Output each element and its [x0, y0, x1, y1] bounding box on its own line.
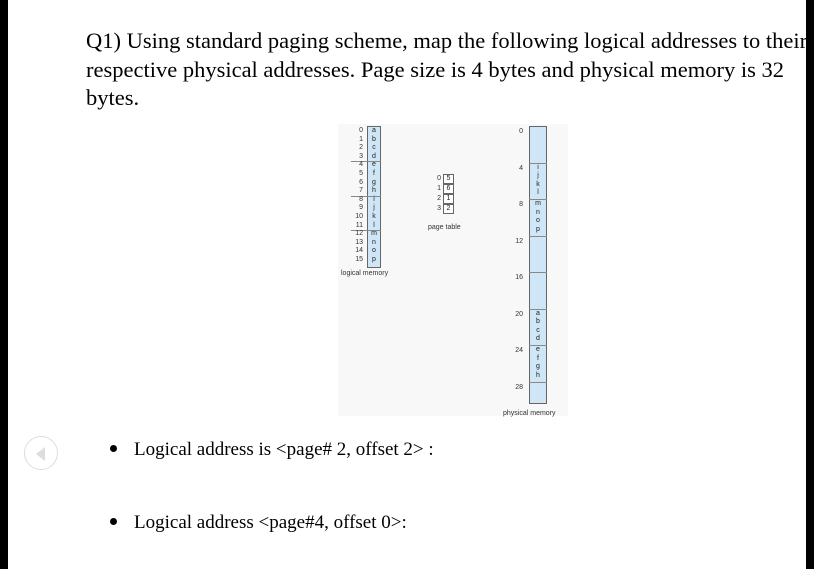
logical-memory-byte: c [372, 144, 376, 152]
physical-memory-byte: b [536, 318, 540, 326]
left-border [0, 0, 8, 569]
logical-memory-byte: n [372, 238, 376, 246]
logical-memory-byte: j [373, 204, 375, 212]
logical-address: 8 [359, 195, 363, 203]
logical-memory-byte: h [372, 187, 376, 195]
logical-address: 1 [359, 135, 363, 143]
physical-address: 20 [515, 310, 523, 318]
page-table-caption: page table [428, 224, 461, 231]
logical-address: 3 [359, 152, 363, 160]
page-number: 1 [437, 185, 441, 192]
physical-memory-byte: i [537, 163, 539, 171]
frame-divider [529, 382, 547, 383]
physical-memory-byte: d [536, 335, 540, 343]
logical-memory-byte: o [372, 247, 376, 255]
physical-memory-byte: o [536, 217, 540, 225]
physical-memory-byte: g [536, 363, 540, 371]
logical-memory-byte: b [372, 135, 376, 143]
logical-memory-byte: g [372, 178, 376, 186]
question-text: Q1) Using standard paging scheme, map the following logical addresses to their respective physical addresses. Page size is 4 bytes and physical memory is 32 bytes. [86, 28, 808, 110]
physical-memory-byte: c [536, 326, 540, 334]
logical-address: 7 [359, 187, 363, 195]
logical-memory-byte: k [372, 213, 376, 220]
logical-address: 0 [359, 127, 363, 134]
frame-number: 5 [446, 175, 451, 182]
physical-memory-byte: j [537, 172, 539, 180]
logical-address: 4 [359, 161, 363, 169]
physical-memory-byte: l [537, 189, 539, 197]
logical-memory-byte: e [372, 161, 376, 169]
previous-slide-button[interactable] [24, 436, 58, 470]
logical-memory-byte: l [373, 221, 375, 229]
physical-memory-byte: m [535, 200, 541, 207]
bullet-text-2: Logical address <page#4, offset 0>: [134, 512, 407, 533]
page-number: 3 [437, 205, 441, 212]
bullet-dot [110, 518, 117, 525]
logical-memory-byte: f [373, 170, 375, 177]
physical-memory-byte: p [536, 225, 540, 233]
logical-address: 6 [359, 178, 363, 186]
chevron-left-icon [25, 437, 59, 471]
frame-divider [529, 236, 547, 237]
bullet-text-1: Logical address is <page# 2, offset 2> : [134, 439, 434, 460]
logical-memory-byte: a [372, 127, 376, 134]
page-number: 0 [437, 175, 441, 182]
physical-memory-byte: f [537, 354, 539, 362]
physical-memory-byte: n [536, 208, 540, 216]
frame-number: 2 [446, 205, 451, 212]
physical-memory-byte: k [536, 180, 540, 188]
bullet-item-1 [110, 439, 434, 461]
frame-number: 1 [446, 195, 451, 202]
logical-address: 5 [359, 170, 363, 177]
logical-address: 12 [355, 230, 363, 238]
page-number: 2 [437, 195, 441, 202]
logical-address: 14 [355, 247, 363, 255]
frame-divider [529, 272, 547, 273]
physical-address: 8 [519, 201, 523, 208]
logical-address: 2 [359, 144, 363, 152]
physical-address: 28 [515, 383, 523, 391]
logical-address: 11 [355, 221, 363, 229]
physical-address: 24 [515, 347, 523, 354]
frame-number: 6 [446, 185, 451, 192]
physical-memory-byte: h [536, 371, 540, 379]
physical-memory-caption: physical memory [503, 410, 556, 417]
logical-memory-byte: i [373, 195, 375, 203]
physical-memory-byte: a [536, 309, 540, 317]
bullet-item-2 [110, 512, 407, 534]
logical-memory-byte: m [371, 230, 377, 238]
logical-address: 13 [355, 238, 363, 246]
physical-memory-byte: e [536, 346, 540, 353]
physical-address: 4 [519, 164, 523, 172]
logical-address: 10 [355, 213, 363, 220]
logical-memory-byte: p [372, 256, 376, 263]
logical-memory-byte: d [372, 152, 376, 160]
physical-address: 16 [515, 274, 523, 281]
physical-address: 12 [515, 237, 523, 245]
bullet-dot [110, 445, 117, 452]
logical-address: 9 [359, 204, 363, 212]
logical-memory-caption: logical memory [341, 270, 389, 277]
physical-address: 0 [519, 128, 523, 135]
logical-address: 15 [355, 256, 363, 263]
